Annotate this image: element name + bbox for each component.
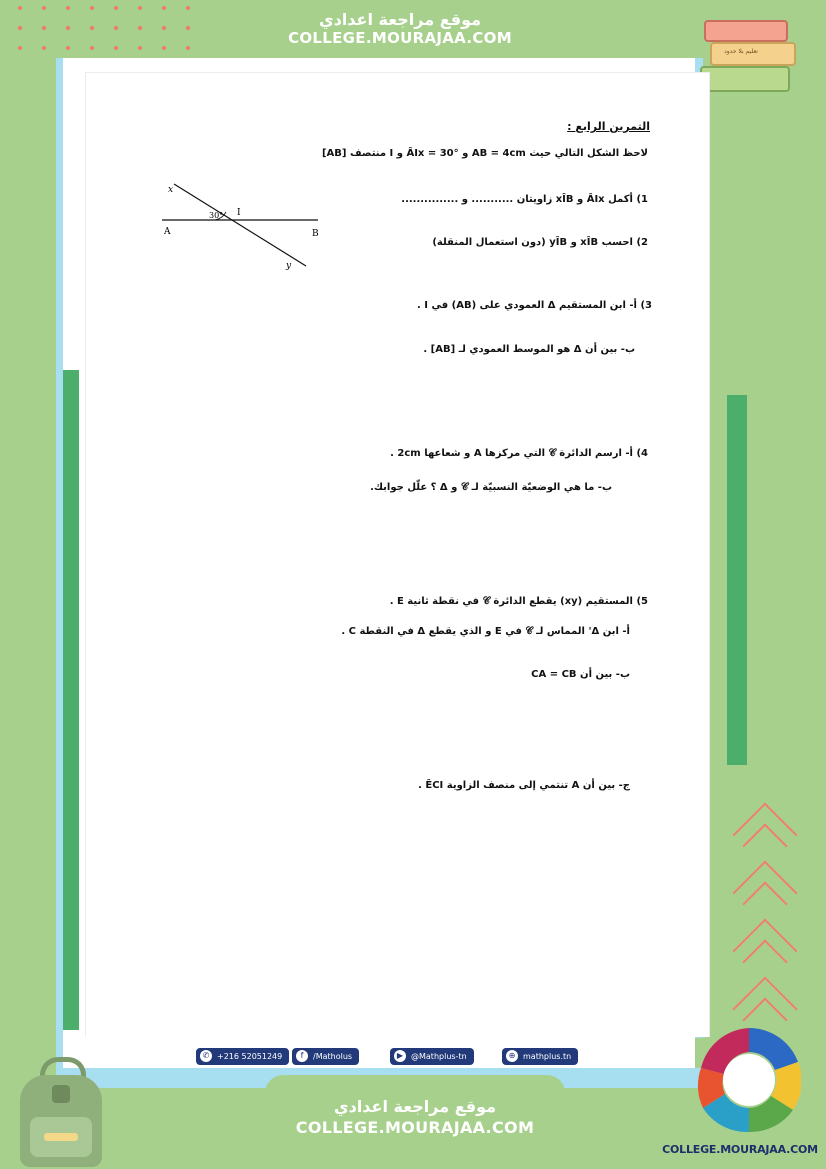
question-3a: 3) أ- ابن المستقيم Δ العمودي على (AB) في I . (417, 300, 652, 311)
backpack-illustration (10, 1055, 110, 1169)
exercise-title: التمرين الرابع : (567, 120, 650, 133)
social-whatsapp[interactable] (196, 1048, 289, 1065)
question-4a: 4) أ- ارسم الدائرة 𝒞 التي مركزها A و شعاعها 2cm . (390, 448, 648, 459)
social-whatsapp-text: +216 52051249 (217, 1052, 283, 1061)
footer-tab (265, 1075, 565, 1169)
header-site-name: موقع مراجعة اعدادي (318, 10, 482, 29)
header-site-url[interactable]: COLLEGE.MOURAJAA.COM (288, 29, 512, 47)
question-5b: ب- بين أن CA = CB (531, 669, 630, 680)
line-xy (174, 184, 306, 266)
footer-site-name: موقع مراجعة اعدادي (333, 1097, 497, 1116)
label-b: B (312, 229, 319, 239)
footer-site-url[interactable]: COLLEGE.MOURAJAA.COM (295, 1118, 535, 1137)
question-5: 5) المستقيم (xy) يقطع الدائرة 𝒞 في نقطة ثانية E . (389, 596, 648, 607)
social-youtube[interactable] (390, 1048, 474, 1065)
social-youtube-text: @Mathplus-tn (411, 1052, 467, 1061)
facebook-icon: f (296, 1050, 308, 1062)
header-tab (265, 0, 535, 58)
label-a: A (164, 227, 171, 237)
question-5a: أ- ابن Δ' المماس لـ 𝒞 في E و الذي يقطع Δ في النقطة C . (341, 626, 630, 637)
label-angle: 30° (209, 211, 224, 220)
question-1: 1) أكمل ÂIx و xÎB زاويتان ........... و ............... (401, 194, 648, 205)
green-stripe-left (63, 370, 79, 1030)
label-y: y (286, 261, 292, 271)
document-page (85, 72, 710, 1037)
question-4b: ب- ما هي الوضعيّة النسبيّة لـ 𝒞 و Δ ؟ علّل جوابك. (370, 482, 612, 493)
books-illustration (700, 14, 800, 94)
footer-brand[interactable]: COLLEGE.MOURAJAA.COM (662, 1143, 818, 1156)
question-5c: ج- بين أن A تنتمي إلى منصف الزاوية ÊCI . (418, 780, 630, 791)
question-3b: ب- بين أن Δ هو الموسط العمودي لـ [AB] . (423, 344, 635, 355)
whatsapp-icon: ✆ (200, 1050, 212, 1062)
label-i: I (237, 208, 241, 218)
green-stripe-right (727, 395, 747, 765)
social-facebook[interactable] (292, 1048, 359, 1065)
question-2: 2) احسب xÎB و yÎB (دون استعمال المنقلة) (432, 237, 648, 248)
social-website-text: mathplus.tn (523, 1052, 572, 1061)
social-facebook-text: /Matholus (313, 1052, 353, 1061)
globe-icon: ⊕ (506, 1050, 518, 1062)
exercise-intro: لاحظ الشكل التالي حيث AB = 4cm و ÂIx = 30° و I منتصف [AB] (321, 148, 648, 159)
social-website[interactable] (502, 1048, 578, 1065)
label-x: x (168, 185, 174, 195)
geometry-figure (160, 180, 320, 272)
brand-wheel-logo (697, 1024, 801, 1138)
youtube-icon: ▶ (394, 1050, 406, 1062)
books-label: تعليم بلا حدود (724, 48, 758, 55)
